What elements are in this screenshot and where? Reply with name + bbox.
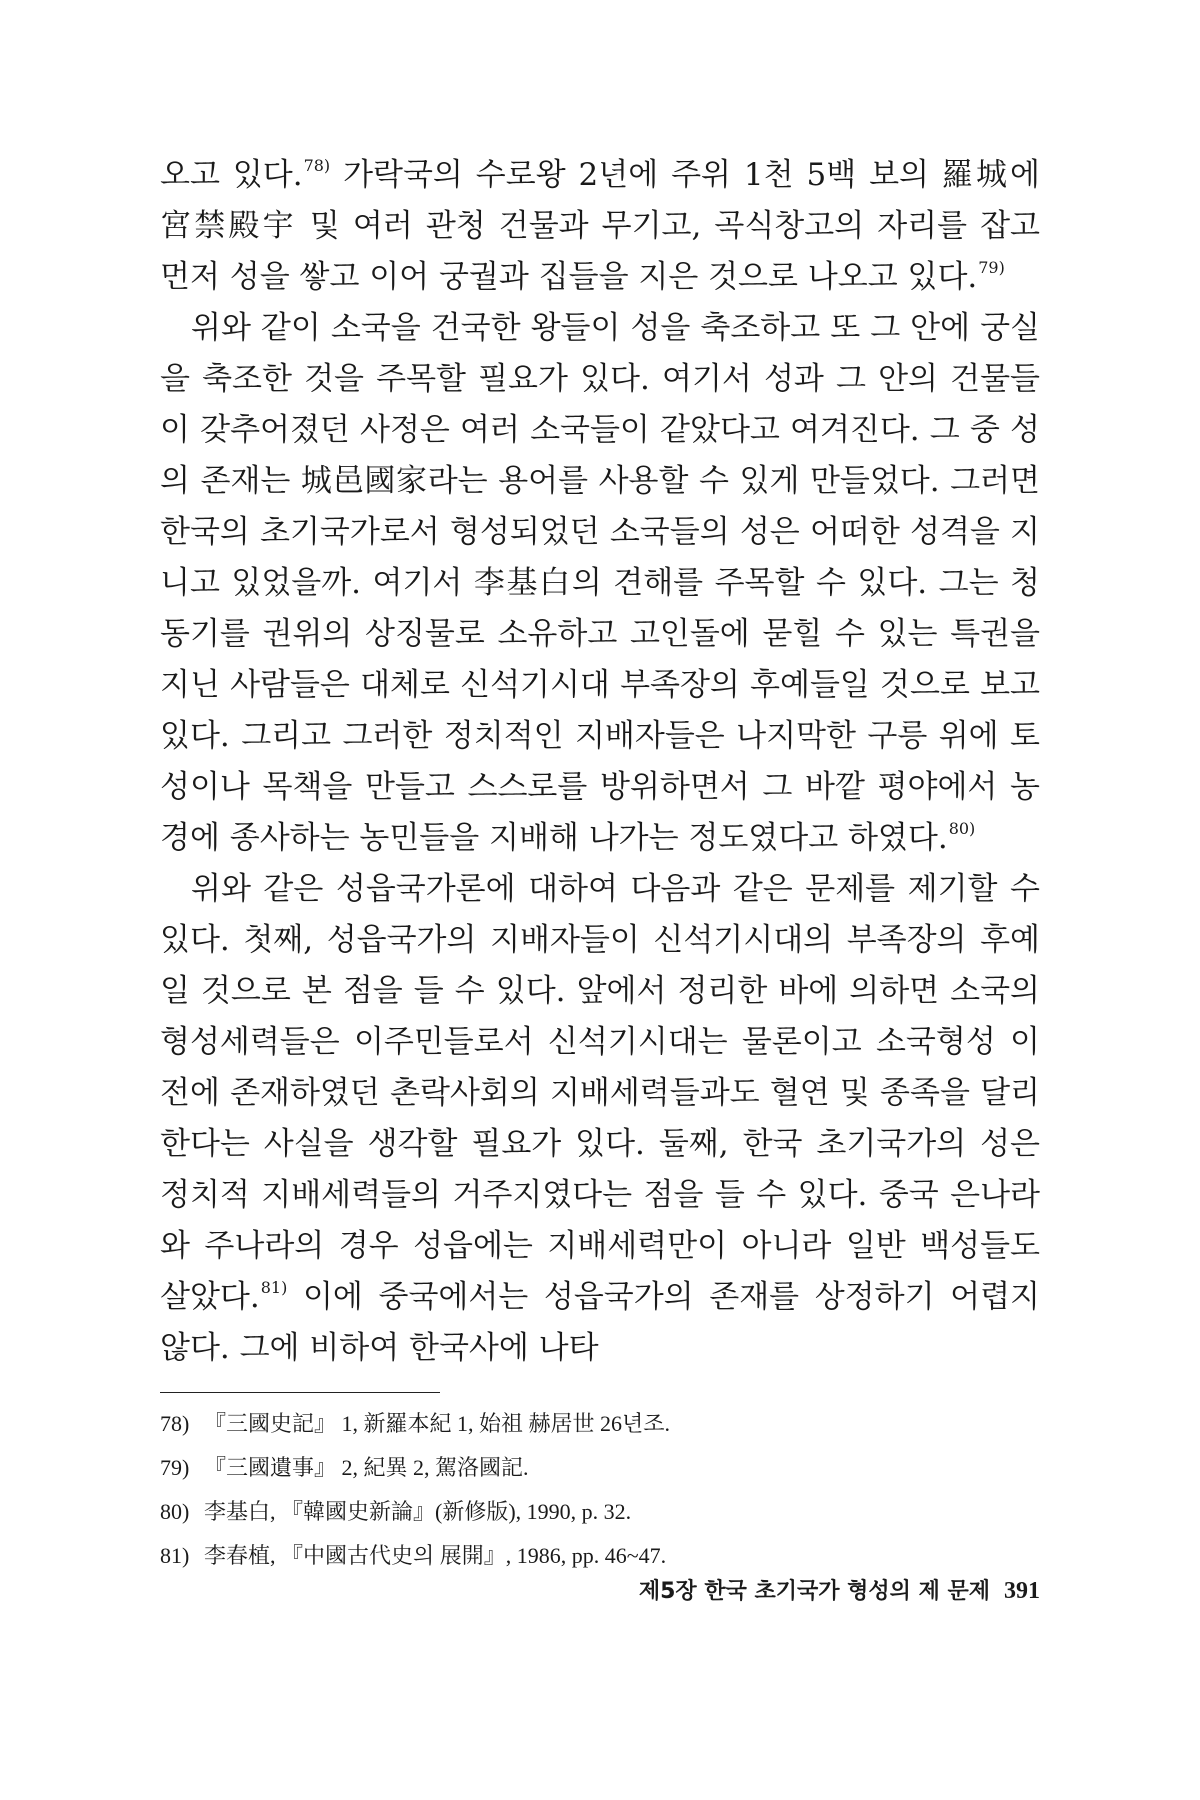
footnote-ref-78[interactable]: 78) bbox=[303, 156, 331, 175]
paragraph-3-text-a: 위와 같은 성읍국가론에 대하여 다음과 같은 문제를 제기할 수 있다. 첫째, 성읍국가의 지배자들이 신석기시대의 부족장의 후예일 것으로 본 점을 들 수 있다. 앞에서 정리한 바에 의하면 소국의 형성세력들은 이주민들로서 신석기시대는 물론이고 소국형성 이전에 존재하였던 촌락사회의 지배세력들과도 혈연 및 종족을 달리한다는 사실을 생각할 필요가 있다. 둘째, 한국 초기국가의 성은 정치적 지배세력들의 거주지였다는 점을 들 수 있다. 중국 은나라와 주나라의 경우 성읍에는 지배세력만이 아니라 일반 백성들도 살았다. bbox=[160, 871, 1040, 1315]
paragraph-1-text-b: 가락국의 수로왕 2년에 주위 1천 5백 보의 羅城에 宮禁殿宇 및 여러 관청 건물과 무기고, 곡식창고의 자리를 잡고 먼저 성을 쌓고 이어 궁궐과 집들을 지은 것으로 나오고 있다. bbox=[160, 157, 1040, 295]
footnote-80 bbox=[160, 1490, 1040, 1534]
footnote-number: 79) bbox=[160, 1455, 190, 1480]
footnote-ref-81[interactable]: 81) bbox=[260, 1278, 288, 1297]
page-number: 391 bbox=[1004, 1578, 1040, 1604]
footnote-text: 李基白, 『韓國史新論』(新修版), 1990, p. 32. bbox=[204, 1499, 632, 1524]
paragraph-1-text-a: 오고 있다. bbox=[160, 157, 303, 193]
footnote-divider bbox=[160, 1392, 440, 1393]
paragraph-3 bbox=[160, 864, 1040, 1374]
footnotes bbox=[160, 1402, 1040, 1578]
footnote-79 bbox=[160, 1446, 1040, 1490]
body-text bbox=[160, 150, 1040, 1374]
footnote-number: 81) bbox=[160, 1543, 190, 1568]
paragraph-1 bbox=[160, 150, 1040, 303]
footnote-text: 『三國史記』 1, 新羅本紀 1, 始祖 赫居世 26년조. bbox=[204, 1411, 671, 1436]
footnote-text: 李春植, 『中國古代史의 展開』, 1986, pp. 46~47. bbox=[204, 1543, 667, 1568]
footnote-text: 『三國遺事』 2, 紀異 2, 駕洛國記. bbox=[204, 1455, 529, 1480]
footnote-ref-80[interactable]: 80) bbox=[948, 819, 976, 838]
paragraph-2-text: 위와 같이 소국을 건국한 왕들이 성을 축조하고 또 그 안에 궁실을 축조한 것을 주목할 필요가 있다. 여기서 성과 그 안의 건물들이 갖추어졌던 사정은 여러 소국들이 같았다고 여겨진다. 그 중 성의 존재는 城邑國家라는 용어를 사용할 수 있게 만들었다. 그러면 한국의 초기국가로서 형성되었던 소국들의 성은 어떠한 성격을 지니고 있었을까. 여기서 李基白의 견해를 주목할 수 있다. 그는 청동기를 권위의 상징물로 소유하고 고인돌에 묻힐 수 있는 특권을 지닌 사람들은 대체로 신석기시대 부족장의 후예들일 것으로 보고 있다. 그리고 그러한 정치적인 지배자들은 나지막한 구릉 위에 토성이나 목책을 만들고 스스로를 방위하면서 그 바깥 평야에서 농경에 종사하는 농민들을 지배해 나가는 정도였다고 하였다. bbox=[160, 310, 1040, 856]
chapter-title: 제5장 한국 초기국가 형성의 제 문제 bbox=[638, 1579, 990, 1604]
footnote-ref-79[interactable]: 79) bbox=[978, 258, 1005, 277]
running-footer bbox=[639, 1574, 1040, 1605]
footnote-81 bbox=[160, 1534, 1040, 1578]
paragraph-2 bbox=[160, 303, 1040, 864]
footnote-number: 80) bbox=[160, 1499, 190, 1524]
footnote-number: 78) bbox=[160, 1411, 190, 1436]
footnote-78 bbox=[160, 1402, 1040, 1446]
paragraph-3-text-b: 이에 중국에서는 성읍국가의 존재를 상정하기 어렵지 않다. 그에 비하여 한국사에 나타 bbox=[160, 1279, 1040, 1366]
